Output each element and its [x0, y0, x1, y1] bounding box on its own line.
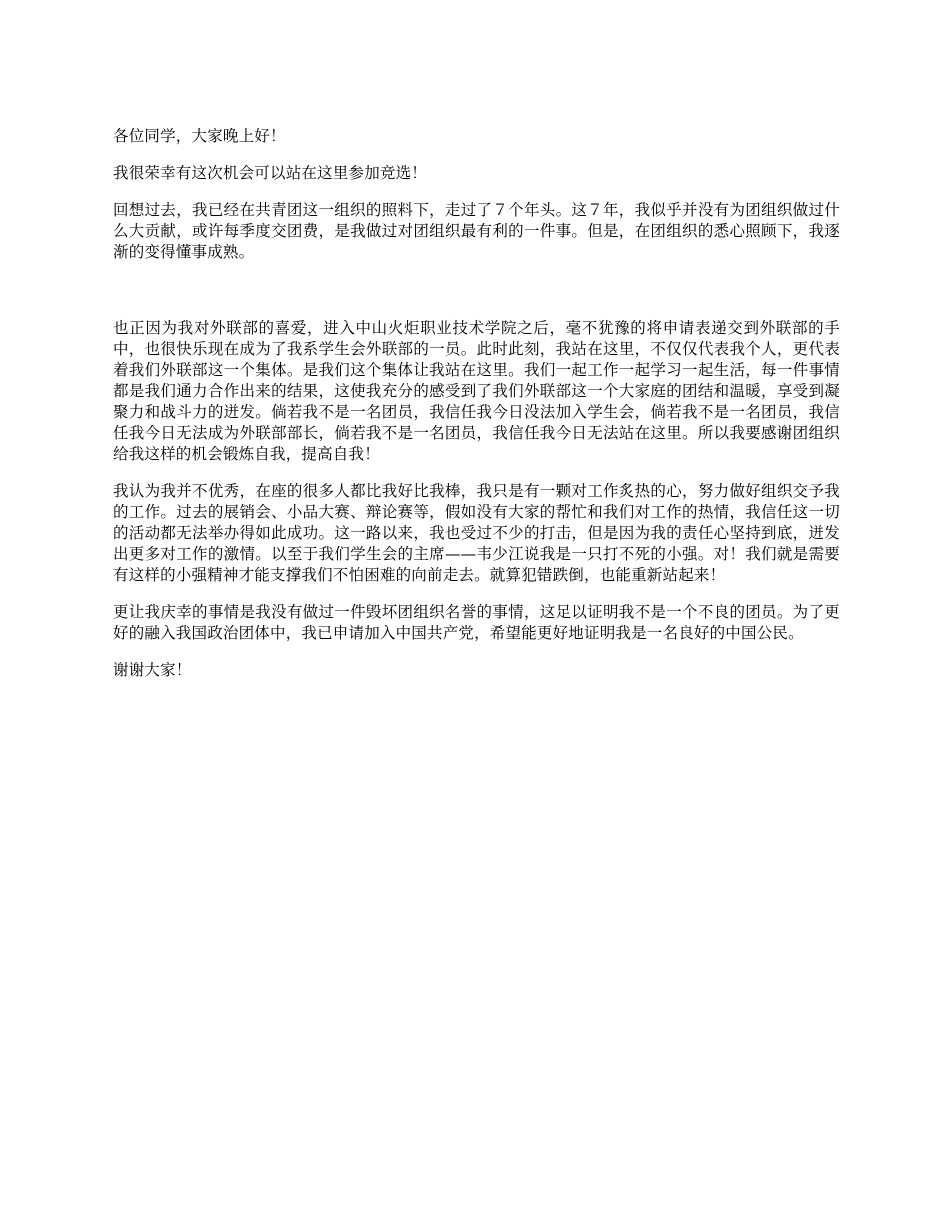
- party-application-paragraph: 更让我庆幸的事情是我没有做过一件毁坏团组织名誉的事情，这足以证明我不是一个不良的团员。为了更好的融入我国政治团体中，我已申请加入中国共产党，希望能更好地证明我是一名良好的中国公民。: [113, 603, 840, 642]
- honor-paragraph: 我很荣幸有这次机会可以站在这里参加竞选！: [113, 164, 428, 182]
- greeting-paragraph: 各位同学，大家晚上好！: [113, 127, 286, 145]
- document-body: [113, 126, 840, 681]
- outreach-department-paragraph: 也正因为我对外联部的喜爱，进入中山火炬职业技术学院之后，毫不犹豫的将申请表递交到外联部的手中，也很快乐现在成为了我系学生会外联部的一员。此时此刻，我站在这里，不仅仅代表我个人，更代表着我们外联部这一个集体。是我们这个集体让我站在这里。我们一起工作一起学习一起生活，每一件事情都是我们通力合作出来的结果，这使我充分的感受到了我们外联部这一个大家庭的团结和温暖，享受到凝聚力和战斗力的迸发。倘若我不是一名团员，我信任我今日没法加入学生会，倘若我不是一名团员，我信任我今日无法成为外联部部长，倘若我不是一名团员，我信任我今日无法站在这里。所以我要感谢团组织给我这样的机会锻炼自我，提高自我！: [113, 319, 840, 463]
- recollection-paragraph: 回想过去，我已经在共青团这一组织的照料下，走过了７个年头。这７年，我似乎并没有为团组织做过什么大贡献，或许每季度交团费，是我做过对团组织最有利的一件事。但是，在团组织的悉心照顾下，我逐渐的变得懂事成熟。: [113, 201, 840, 261]
- closing-paragraph: 谢谢大家！: [113, 661, 192, 679]
- work-experience-paragraph: 我认为我并不优秀，在座的很多人都比我好比我棒，我只是有一颗对工作炙热的心，努力做好组织交予我的工作。过去的展销会、小品大赛、辩论赛等，假如没有大家的帮忙和我们对工作的热情，我信任这一切的活动都无法举办得如此成功。这一路以来，我也受过不少的打击，但是因为我的责任心坚持到底，迸发出更多对工作的激情。以至于我们学生会的主席——韦少江说我是一只打不死的小强。对！我们就是需要有这样的小强精神才能支撑我们不怕困难的向前走去。就算犯错跌倒，也能重新站起来！: [113, 482, 840, 584]
